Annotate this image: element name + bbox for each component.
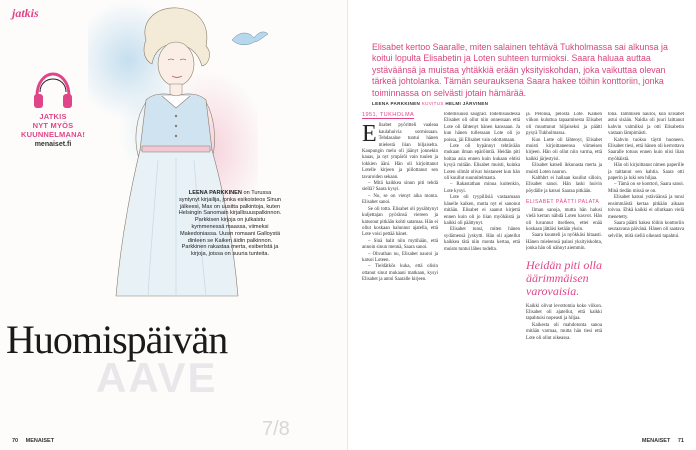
left-footer-brand: MENAISET [25, 438, 55, 444]
author-name: LEENA PARKKINEN [188, 190, 242, 196]
badge-line-2: NYT MYÖS [32, 121, 74, 130]
article-paragraph: todellisuussi säugrad. Todellisuudessa Elisabet oli ollut niin onnessaan että Lote oli lähtenyt hänen kanssaan. Ja kun hänen tullessaan Lote oli jo poissa, jäi Elisabet vain odottamaan. [444, 112, 520, 143]
article-tag: 1951, TUKHOLMA [362, 112, 415, 118]
article-paragraph: – Rakastathan minua kuitenkin, Lote kysyi. [444, 182, 520, 194]
article-paragraph: Elisabet katseli ikkunasta merta ja muisti Loten naurun. [526, 163, 602, 175]
article-paragraph: – Mitä kaikkea sinun piti tehdä siellä? Saara kysyi. [362, 181, 438, 193]
article-paragraph: Kun Lotte oli lähtenyt, Elisabet muisti kirjoittaneensa viimeisen kirjeen. Hän oli ollut niin varma, että kaikki järjestyisi. [526, 137, 602, 162]
left-page-number: 70 [12, 438, 19, 444]
badge-line-3: KUUNNELMANA! [20, 130, 86, 139]
article-paragraph: Ilman sanoja, mutta hän halusi vielä kerran nähdä Loten kasvot. Hän oli luvannut itselleen, ettei enää koskaan jättäisi ketään yksin. [526, 207, 602, 232]
article-paragraph: – Ohvathan nu, Elisabet nauroi ja katsoi Loteen. [362, 251, 438, 263]
byline-illustration-label: KUVITUS [421, 101, 444, 106]
article-paragraph: Saara kuunteli ja nyökkäsi hitaasti. Hänen mieleensä palasi yksityiskohta, jonka hän oli nähnyt aiemmin. [526, 233, 602, 252]
article-paragraph: Kahvin tuoksu täytti huoneen. Elisabet tiesi, että hänen oli kerrottava Saaralle totuus ennen kuin olisi liian myöhäistä. [608, 137, 684, 162]
article-paragraph: – Sinä halit niin mytihään, että annoin sinun mennä, Saara sanoi. [362, 238, 438, 251]
story-subtitle: AAVE [96, 354, 218, 401]
article-byline [372, 101, 488, 106]
article-paragraph: Elisabet katsoi ystäväänsä ja tunsi ensimmäistä kertaa pitkään aikaan toivoa. Ehkä kaikki ei ollutkaan vielä menetetty. [608, 195, 684, 220]
badge-site-link[interactable]: menaiset.fi [34, 141, 72, 148]
article-lead: Elisabet kertoo Saaralle, miten salainen tehtävä Tukholmassa sai alkunsa ja koitui lopulta Elisabetin ja Loten suhteen turmioksi. Saara haluaa auttaa ystäväänsä ja muistaa yhtäkkiä erään yksityiskohdan, joka vaikuttaa olevan tärkeä johtolanka. Tämän seurauksena Saara hakee töihin konttoriin, jonka toiminnassa on selvästi jotain hämärää. [372, 42, 668, 98]
author-caption [178, 190, 282, 258]
author-bio: on Turussa syntynyt kirjailija, jonka esikoisteos Sinun jälkeesi, Max on uusitta palkintoja, kuten Helsingin Sanomain kirjallisuuspalkinnon. Parkkisen kirjoja on julkaistu kymmenessä maassa, viimeksi Makedoniassa. Uusin romaani Galloystä dinleen se Kaiken äidin palkinnon. Parkkinen rakastaa merta, esiberlstä ja kirjoja, joissa on suuria tunteita. [178, 190, 282, 258]
article-paragraph: Kalthbrt ei hallaan kuullut silloin, Elisabet sanoi. Hän laski huivin pöydälle ja katsoi Saaraa pitkään. [526, 176, 602, 194]
badge-line-1: JATKIS [39, 112, 67, 121]
article-paragraph: Lote oli tyypillisiä vastaamaan hänelle kaiken, mutta nyt ei sanonut mitään. Elisabet ei saanut kirjettä ennen kuin oli jo liian myöhäistä ja kaikki oli päättynyt. [444, 195, 520, 226]
article-paragraph: ja. Pelonsa, pelosta Lote. Kaiken viikon kuluttua tapaamisesta Elisabet oli muuttunut hiljaiseksi ja päätti pysyä Tukholmassa. [526, 112, 602, 137]
article-paragraph: – Tieldätkös kuka, että olisin ottanut sinut mukaani matkaan, kysyi Elisabet ja antoi Saaralle kirjeen. [362, 264, 438, 283]
byline-illustrator: HELMI JÄRVINEN [445, 101, 489, 106]
article-column-2 [444, 112, 520, 436]
bird-illustration [230, 26, 270, 52]
episode-number: 7/8 [262, 418, 290, 440]
article-column-4 [608, 112, 684, 436]
byline-author: LEENA PARKKINEN [372, 101, 421, 106]
article-paragraph: tona. Tammisen nauroi, kun Elisabet astui sisään. Naidia oli juuri laittanut kahvin valmiiksi ja otti Elisabetin vastaan lämpimästi. [608, 112, 684, 137]
right-page-number: 71 [677, 438, 684, 444]
article-paragraph: Kaikki olivat levottomia koko viikon. Elisabet oli ajatellut, että kaikki tapahtuisi nopeasti ja hiljaa. [526, 303, 602, 322]
article-paragraph: Elisabet pyöritteli vaaleaa kaulahuivia sormissaan. Tehdasalue tuntui hänen mielestä liian hiljaiselta. Kaupungin melu oli jäänyt jonnekin kauas, ja nyt ympäröi vain tuulen ja lokkien ääni. Hän oli kirjoittanut Lotelle kirjeen ja piilottanut sen tavaroiden sekaan. [362, 121, 438, 180]
article-paragraph: Lote oli hypännyt tehtävään mukaan ilman epäröintiä. Heidän piti hoitaa asia ennen kuin kukaan ehtisi kysyä mitään. Elisabet muisti, kuinka Loten silmät olivat loistaneet kun hän oli kuullut suunnitelmasta. [444, 144, 520, 182]
right-page-footer [642, 438, 684, 444]
article-column-1 [362, 112, 438, 436]
section-label: jatkis [12, 6, 39, 20]
article-paragraph: Saara päätti hakea töihin konttoriin seuraavana päivänä. Hänen oli saatava selville, mitä siellä oikeasti tapahtui. [608, 220, 684, 239]
article-paragraph: Kaikesta oli mahdotonta sanoa mitään varmaa, mutta hän tiesi että Lote oli ollut oikeassa. [526, 322, 602, 341]
article-paragraph: – Tämä on se konttori, Saara sanoi. Minä tiedän missä se on. [608, 182, 684, 194]
article-paragraph: Elisabet tunsi, miten hänen sydämensä jyskytti. Hän oli ajatellut kaikkea tätä niin monta kertaa, että muisto tuntui lähes todelta. [444, 227, 520, 252]
drop-cap: E [362, 121, 377, 148]
audio-badge[interactable] [14, 70, 92, 148]
article-paragraph: Se oli totta. Elisabet oli pysähtynyt kuljettajan pyöränsä viereen ja katsonut pitkään kohti satamaa. Hän ei ollut koskaan halunnut ajatella, että Lote voisi pettää hänet. [362, 206, 438, 238]
article-body [362, 112, 684, 436]
headphones-icon [31, 70, 75, 110]
left-page-footer [12, 438, 54, 444]
story-title: Huomispäivän [6, 317, 228, 362]
pull-quote: Heidän piti olla äärimmäisen varovaisia. [526, 257, 602, 298]
article-column-3 [526, 112, 602, 436]
article-paragraph: Hän oli kirjoittanut nimen paperille ja taittanut sen kahtia. Saara otti paperin ja luki sen hiljaa. [608, 163, 684, 182]
article-paragraph: – No, se on vienyt aika monta. Elisabet sanoi. [362, 193, 438, 206]
article-subhead: ELISABET PÄÄTTI PALATA [526, 199, 600, 206]
right-footer-brand: MENAISET [641, 438, 671, 444]
